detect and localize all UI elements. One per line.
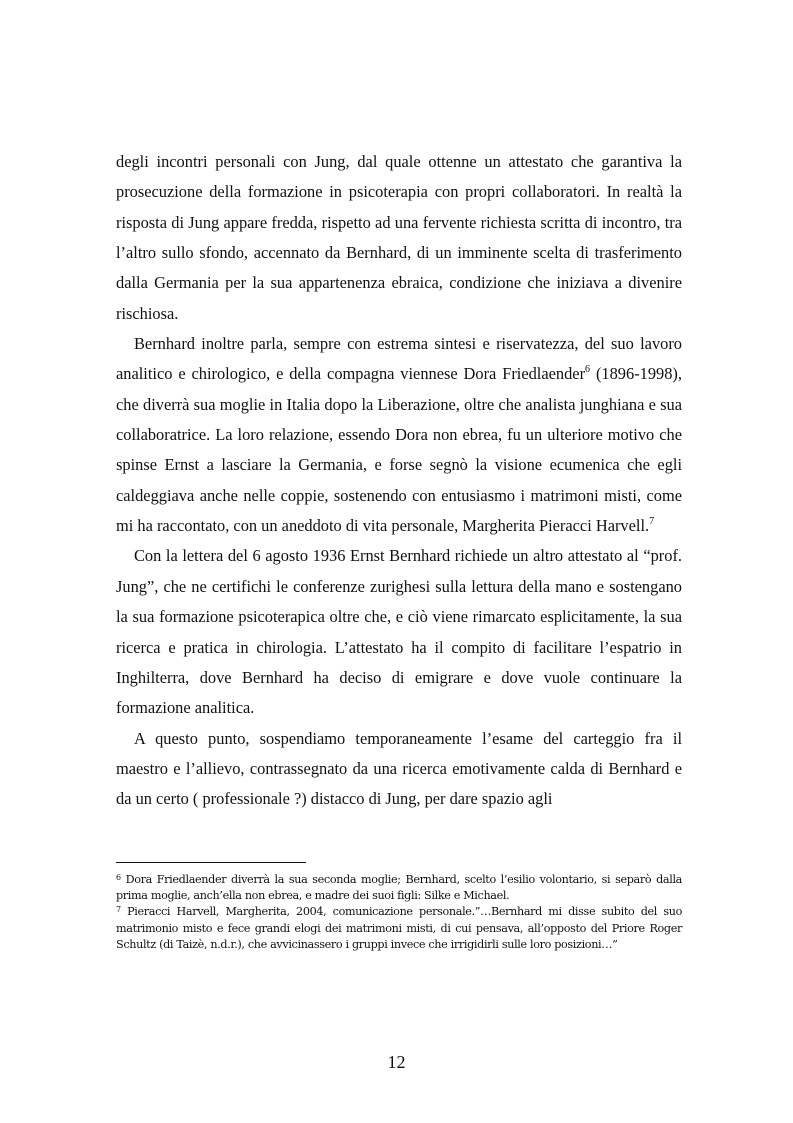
footnote-text-6: Dora Friedlaender diverrà la sua seconda moglie; Bernhard, scelto l’esilio volontario, si separò dalla prima moglie, anch’ella non ebrea, e madre dei suoi figli: Silke e Michael.	[116, 873, 682, 903]
footnote-ref-6[interactable]: 6	[585, 364, 591, 376]
footnote-mark-7: 7	[116, 905, 121, 915]
footnote-7	[116, 904, 682, 953]
footnotes	[116, 872, 682, 953]
footnote-ref-7[interactable]: 7	[649, 516, 655, 528]
page-number: 12	[387, 1052, 406, 1072]
paragraph-3: Con la lettera del 6 agosto 1936 Ernst Bernhard richiede un altro attestato al “prof. Jung”, che ne certifichi le conferenze zurighesi sulla lettura della mano e sostengano la sua formazione psicoterapica oltre che, e ciò viene rimarcato esplicitamente, la sua ricerca e pratica in chirologia. L’attestato ha il compito di facilitare l’espatrio in Inghilterra, dove Bernhard ha deciso di emigrare e dove vuole continuare la formazione analitica.	[116, 546, 682, 718]
body-text	[116, 147, 682, 815]
footnote-text-7: Pieracci Harvell, Margherita, 2004, comunicazione personale.”…Bernhard mi disse subito del suo matrimonio misto e fece grandi elogi dei matrimoni misti, di cui pensava, all’opposto del Priore Roger Schultz (di Taizè, n.d.r.), che avvicinassero i gruppi invece che irrigidirli sulle loro posizioni…”	[116, 905, 682, 951]
footnote-mark-6: 6	[116, 873, 121, 882]
paragraph-4: A questo punto, sospendiamo temporaneamente l’esame del carteggio fra il maestro e l’allievo, contrassegnato da una ricerca emotivamente calda di Bernhard e da un certo ( professionale ?) distacco di Jung, per dare spazio agli	[116, 728, 682, 809]
paragraph-2	[116, 329, 682, 541]
paragraph-1: degli incontri personali con Jung, dal quale ottenne un attestato che garantiva la prosecuzione della formazione in psicoterapia con propri collaboratori. In realtà la risposta di Jung appare fredda, rispetto ad una fervente richiesta scritta di incontro, tra l’altro sullo sfondo, accennato da Bernhard, di un imminente scelta di trasferimento dalla Germania per la sua appartenenza ebraica, condizione che iniziava a divenire rischiosa.	[116, 152, 682, 323]
footnote-separator	[116, 862, 306, 863]
paragraph-2-text-b: (1896-1998), che diverrà sua moglie in Italia dopo la Liberazione, oltre che analista junghiana e sua collaboratrice. La loro relazione, essendo Dora non ebrea, fu un ulteriore motivo che spinse Ernst a lasciare la Germania, e forse segnò la visione ecumenica che egli caldeggiava anche nelle coppie, sostenendo con entusiasmo i matrimoni misti, come mi ha raccontato, con un aneddoto di vita personale, Margherita Pieracci Harvell.	[116, 364, 682, 536]
paragraph-2-text-a: Bernhard inoltre parla, sempre con estrema sintesi e riservatezza, del suo lavoro analitico e chirologico, e della compagna viennese Dora Friedlaender	[116, 334, 682, 384]
footnote-6	[116, 872, 682, 904]
